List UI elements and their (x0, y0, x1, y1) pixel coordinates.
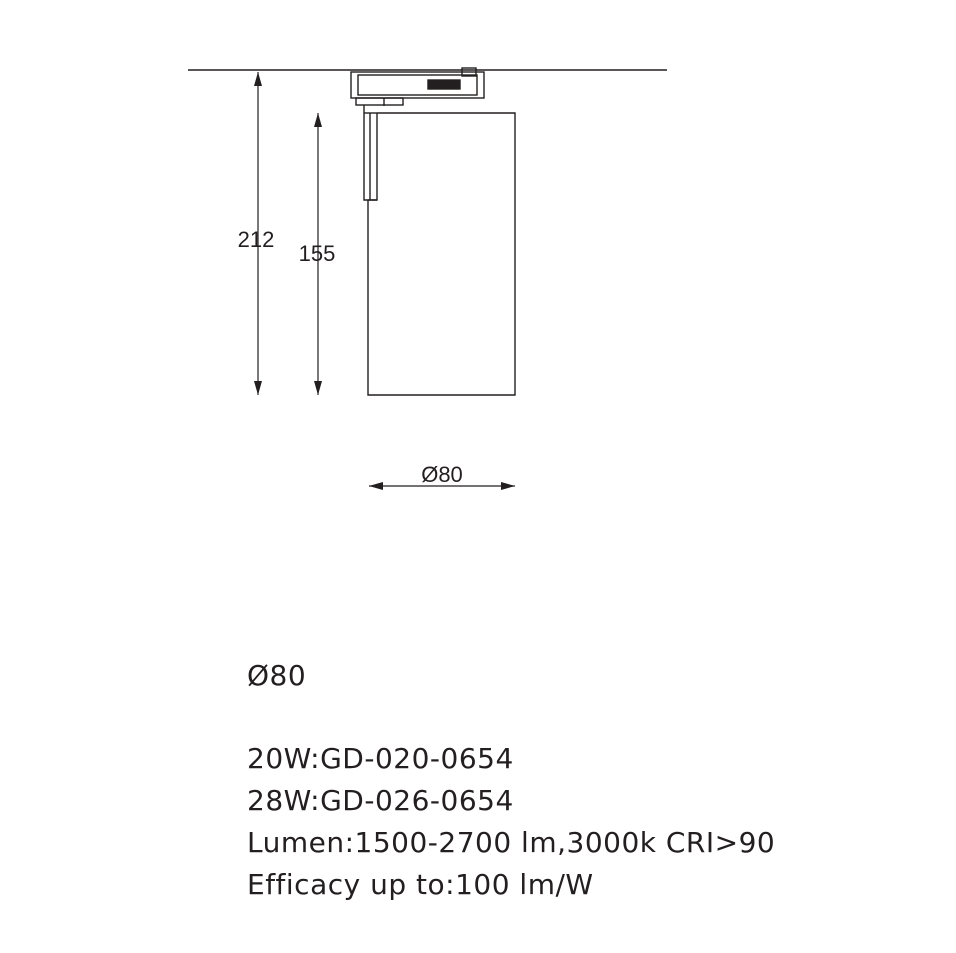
spec-line-20w: 20W:GD-020-0654 (247, 742, 514, 775)
dimension-total-height (238, 72, 275, 395)
dimension-label-155: 155 (298, 241, 336, 266)
dimension-label-212: 212 (237, 227, 275, 252)
spec-diameter: Ø80 (247, 659, 307, 692)
dimension-label-diameter: Ø80 (421, 462, 463, 487)
spec-line-28w: 28W:GD-026-0654 (247, 784, 514, 817)
dimension-body-height (299, 113, 336, 395)
spec-list (247, 738, 775, 906)
track-adapter (351, 68, 484, 106)
lamp-cylinder (368, 113, 515, 395)
mounting-bracket (364, 105, 377, 200)
spec-line-efficacy: Efficacy up to:100 lm/W (247, 868, 594, 901)
dimension-diameter (369, 462, 515, 487)
spec-line-lumen: Lumen:1500-2700 lm,3000k CRI>90 (247, 826, 776, 859)
